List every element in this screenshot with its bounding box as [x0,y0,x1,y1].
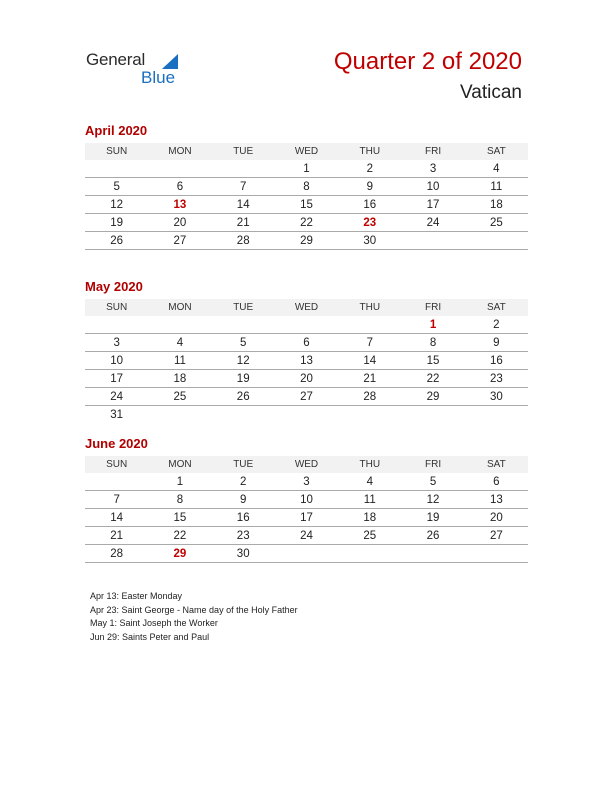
day-cell: 14 [212,196,275,214]
day-cell: 29 [148,545,211,563]
holiday-note: Apr 13: Easter Monday [90,591,183,601]
day-cell: 11 [148,352,211,370]
day-cell: 2 [212,473,275,491]
day-cell [85,316,148,334]
week-row [85,214,528,232]
holiday-note: Jun 29: Saints Peter and Paul [90,631,210,642]
weekday-header: WED [275,456,338,473]
month-title: May 2020 [85,279,143,294]
day-cell: 18 [338,509,401,527]
day-cell: 9 [465,334,528,352]
day-cell: 3 [401,160,464,178]
day-cell: 9 [338,178,401,196]
day-cell: 5 [212,334,275,352]
day-cell: 22 [275,214,338,232]
weekday-header-row [85,143,528,160]
week-row [85,509,528,527]
day-cell: 16 [465,352,528,370]
month-april [85,123,528,250]
day-cell: 11 [338,491,401,509]
week-row [85,160,528,178]
day-cell: 12 [212,352,275,370]
weekday-header: TUE [212,143,275,160]
day-cell [465,406,528,424]
day-cell: 12 [401,491,464,509]
weekday-header: SAT [465,143,528,160]
day-cell: 17 [401,196,464,214]
day-cell: 3 [275,473,338,491]
day-cell: 6 [465,473,528,491]
day-cell: 5 [85,178,148,196]
day-cell: 26 [401,527,464,545]
weekday-header: THU [338,143,401,160]
day-cell: 14 [338,352,401,370]
day-cell: 18 [148,370,211,388]
holiday-notes [90,590,298,644]
day-cell: 15 [401,352,464,370]
week-row [85,178,528,196]
day-cell: 19 [401,509,464,527]
weekday-header: SUN [85,299,148,316]
day-cell: 1 [401,316,464,334]
logo-triangle-icon [162,54,178,69]
day-cell [338,316,401,334]
day-cell: 28 [212,232,275,250]
day-cell: 8 [401,334,464,352]
weekday-header: TUE [212,456,275,473]
day-cell: 13 [275,352,338,370]
day-cell: 7 [85,491,148,509]
day-cell: 22 [148,527,211,545]
week-row [85,232,528,250]
day-cell: 15 [275,196,338,214]
day-cell: 3 [85,334,148,352]
day-cell [275,316,338,334]
day-cell [465,232,528,250]
day-cell: 28 [85,545,148,563]
week-row [85,388,528,406]
weekday-header: WED [275,299,338,316]
day-cell [85,473,148,491]
month-title: April 2020 [85,123,148,138]
day-cell: 30 [212,545,275,563]
day-cell: 19 [85,214,148,232]
day-cell: 20 [148,214,211,232]
day-cell [148,406,211,424]
weekday-header-row [85,456,528,473]
holiday-note: Apr 23: Saint George - Name day of the Holy Father [90,604,298,615]
day-cell: 20 [275,370,338,388]
day-cell: 23 [212,527,275,545]
month-may [85,279,528,423]
week-row [85,334,528,352]
weekday-header: FRI [401,456,464,473]
weekday-header: MON [148,299,211,316]
day-cell: 6 [275,334,338,352]
day-cell: 21 [338,370,401,388]
day-cell: 10 [275,491,338,509]
day-cell: 27 [465,527,528,545]
month-title: June 2020 [85,436,148,451]
calendar-grid [85,456,528,563]
day-cell: 17 [85,370,148,388]
day-cell [401,545,464,563]
page-title: Quarter 2 of 2020 [333,48,522,75]
day-cell: 25 [465,214,528,232]
day-cell: 4 [338,473,401,491]
day-cell [401,406,464,424]
day-cell: 20 [465,509,528,527]
weekday-header: FRI [401,143,464,160]
day-cell: 2 [338,160,401,178]
day-cell: 13 [465,491,528,509]
weekday-header: SUN [85,143,148,160]
week-row [85,196,528,214]
day-cell: 18 [465,196,528,214]
day-cell: 30 [338,232,401,250]
day-cell [212,316,275,334]
day-cell: 23 [338,214,401,232]
day-cell: 5 [401,473,464,491]
day-cell: 16 [212,509,275,527]
day-cell: 24 [85,388,148,406]
day-cell: 17 [275,509,338,527]
day-cell: 30 [465,388,528,406]
day-cell: 7 [212,178,275,196]
day-cell: 8 [275,178,338,196]
day-cell: 16 [338,196,401,214]
day-cell: 6 [148,178,211,196]
weekday-header: MON [148,143,211,160]
day-cell [465,545,528,563]
day-cell: 14 [85,509,148,527]
day-cell [212,406,275,424]
day-cell [338,545,401,563]
day-cell: 26 [212,388,275,406]
day-cell: 23 [465,370,528,388]
week-row [85,545,528,563]
day-cell [85,160,148,178]
logo-blue-text: Blue [141,68,176,87]
weekday-header-row [85,299,528,316]
weekday-header: TUE [212,299,275,316]
day-cell [275,406,338,424]
day-cell: 1 [148,473,211,491]
weekday-header: SAT [465,299,528,316]
day-cell: 8 [148,491,211,509]
day-cell: 25 [148,388,211,406]
weekday-header: WED [275,143,338,160]
day-cell: 19 [212,370,275,388]
day-cell: 21 [85,527,148,545]
day-cell [212,160,275,178]
generalblue-logo [86,50,196,90]
day-cell: 4 [465,160,528,178]
day-cell [338,406,401,424]
day-cell: 10 [85,352,148,370]
week-row [85,406,528,424]
logo-general-text: General [86,50,146,69]
day-cell [148,316,211,334]
week-row [85,491,528,509]
day-cell: 25 [338,527,401,545]
weekday-header: THU [338,299,401,316]
day-cell: 29 [275,232,338,250]
day-cell: 21 [212,214,275,232]
day-cell: 11 [465,178,528,196]
day-cell: 31 [110,408,124,421]
day-cell: 24 [275,527,338,545]
calendar-grid [85,143,528,250]
weekday-header: THU [338,456,401,473]
month-june [85,436,528,563]
day-cell: 26 [85,232,148,250]
day-cell: 10 [401,178,464,196]
holiday-note: May 1: Saint Joseph the Worker [90,618,218,628]
day-cell: 4 [148,334,211,352]
week-row [85,473,528,491]
day-cell: 13 [148,196,211,214]
day-cell: 28 [338,388,401,406]
weekday-header: MON [148,456,211,473]
day-cell: 22 [401,370,464,388]
day-cell [148,160,211,178]
day-cell: 2 [465,316,528,334]
week-row [85,370,528,388]
day-cell [401,232,464,250]
day-cell: 1 [275,160,338,178]
week-row [85,352,528,370]
weekday-header: SUN [85,456,148,473]
day-cell: 9 [212,491,275,509]
calendar-grid [85,299,528,423]
day-cell: 7 [338,334,401,352]
day-cell: 27 [275,388,338,406]
weekday-header: FRI [401,299,464,316]
day-cell [275,545,338,563]
week-row [85,316,528,334]
week-row [85,527,528,545]
day-cell: 29 [401,388,464,406]
country-name: Vatican [460,82,522,103]
day-cell: 27 [148,232,211,250]
day-cell: 24 [401,214,464,232]
day-cell: 12 [85,196,148,214]
day-cell: 15 [148,509,211,527]
weekday-header: SAT [465,456,528,473]
